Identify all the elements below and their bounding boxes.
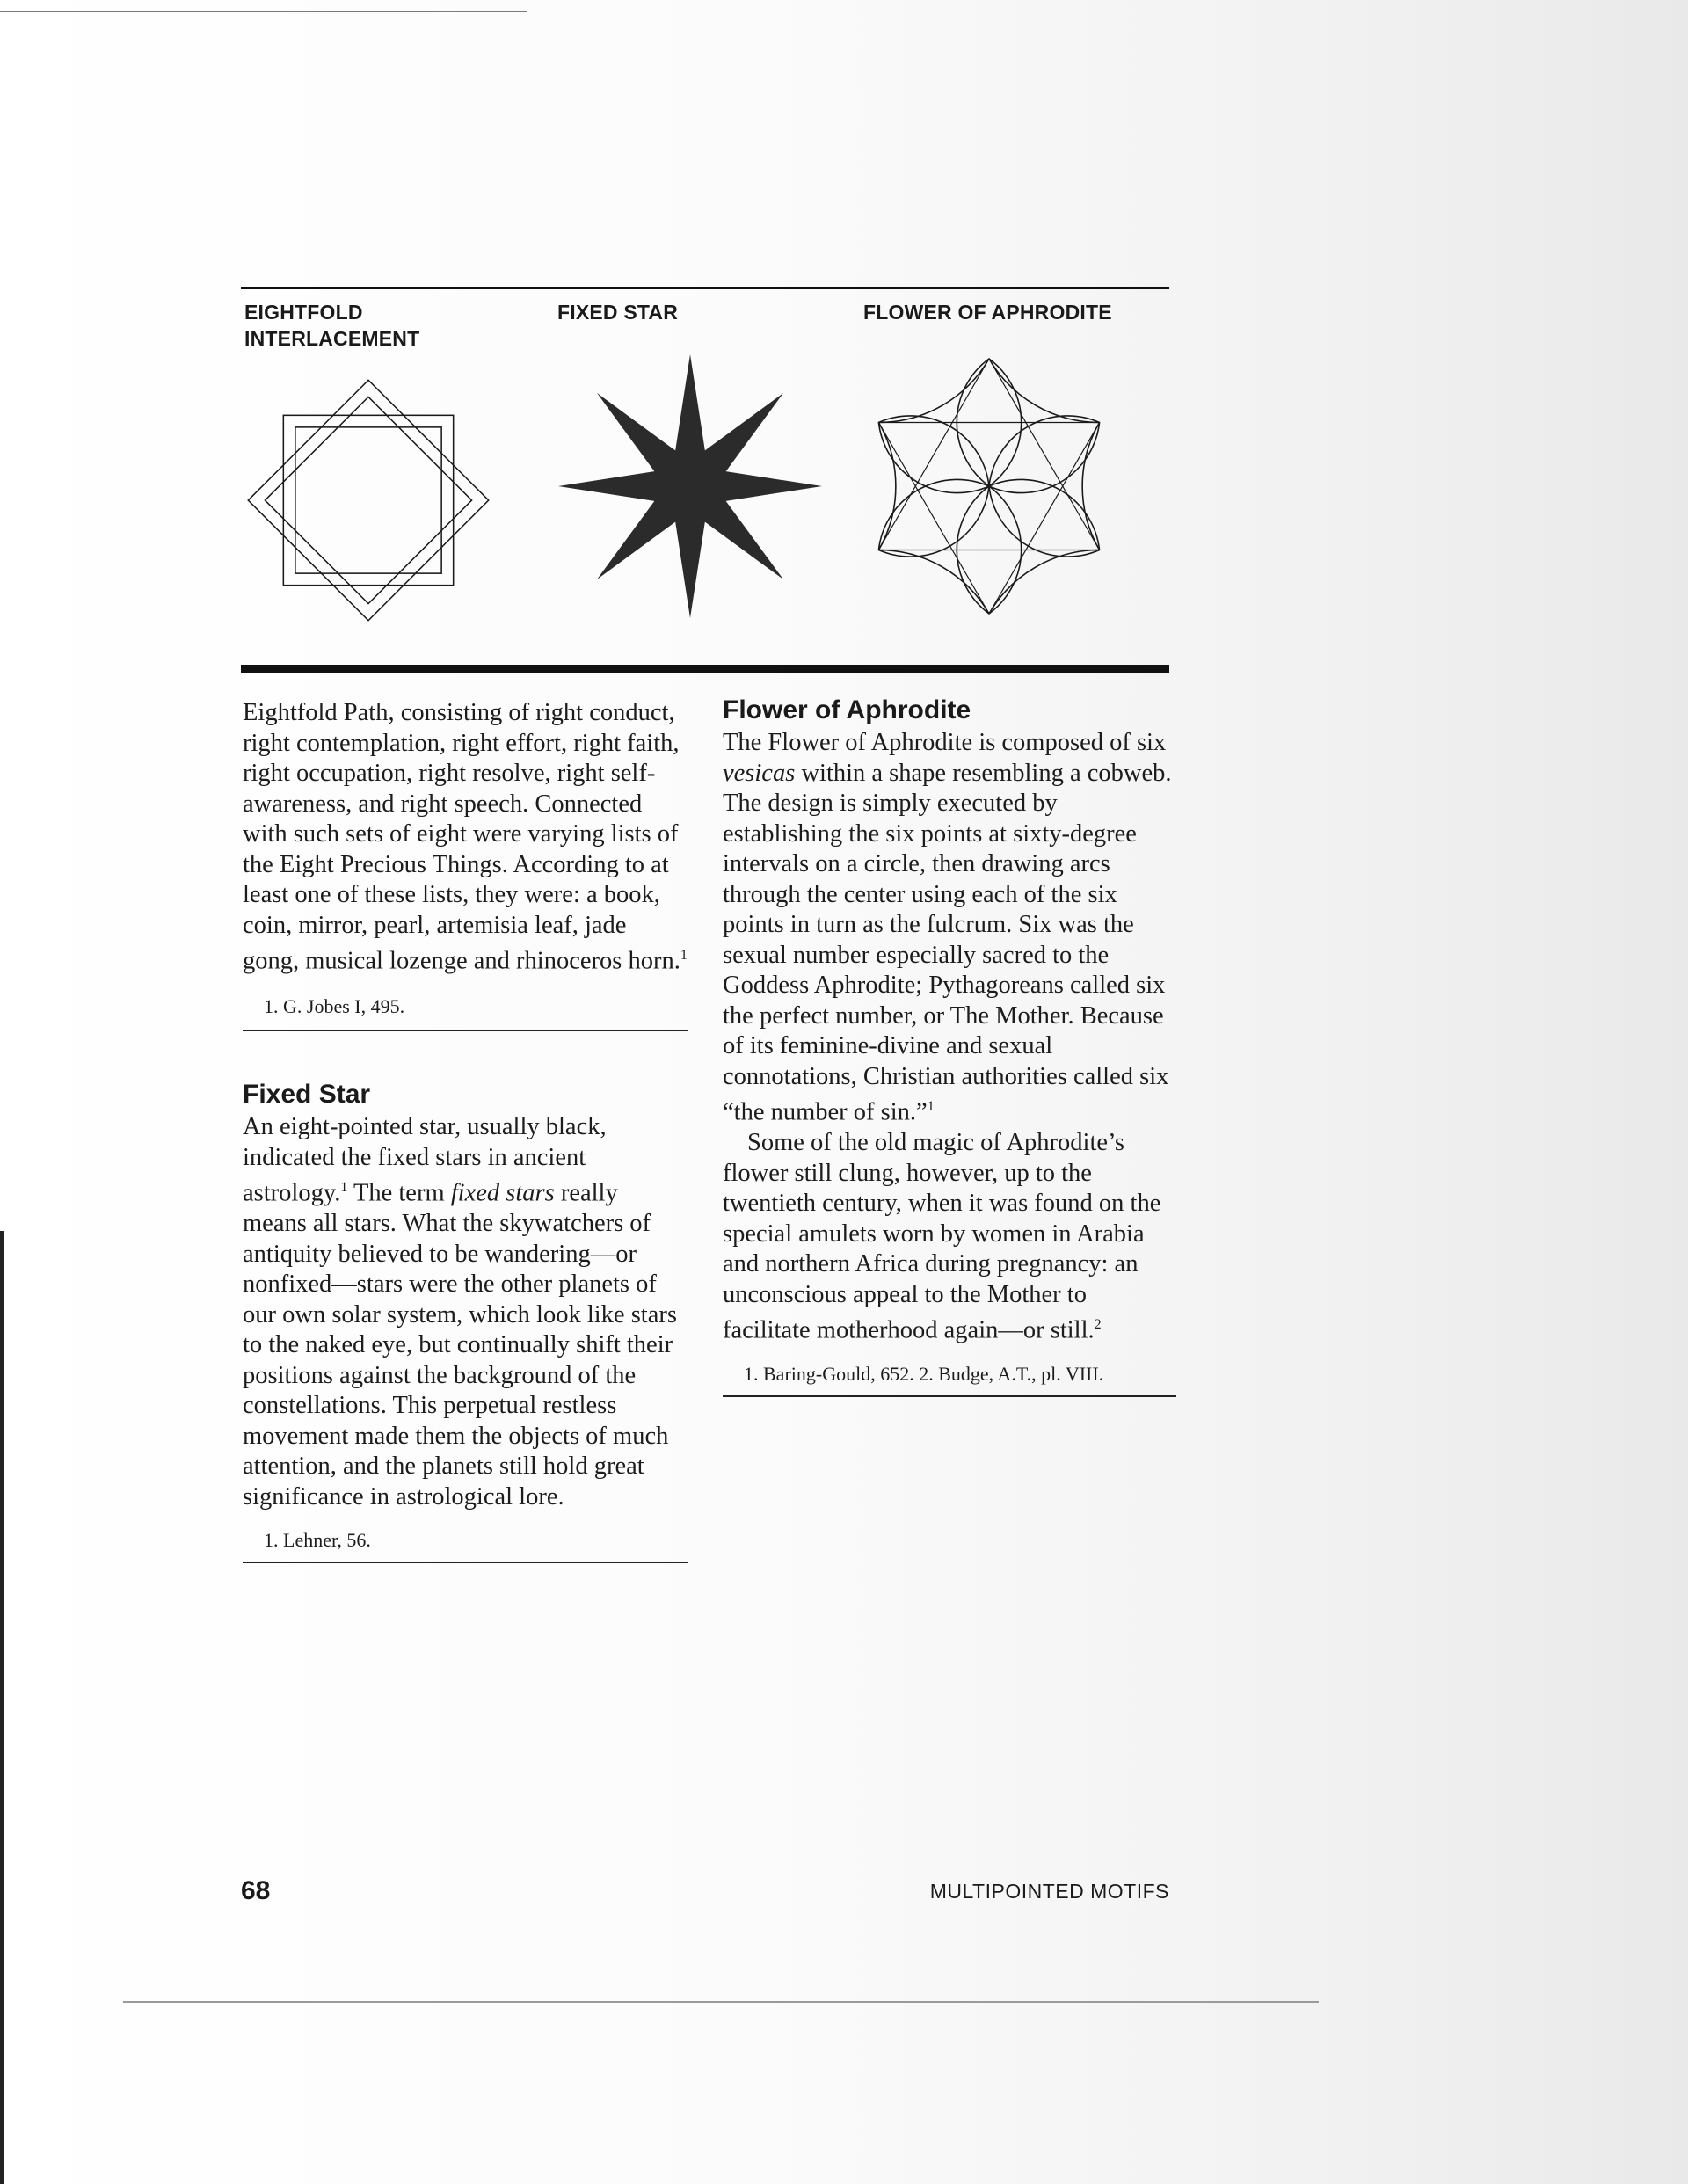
cobweb-arc (989, 359, 1100, 423)
footnote-baring-gould-budge: 1. Baring-Gould, 652. 2. Budge, A.T., pl. VIII. (744, 1363, 1104, 1385)
footnote-lehner: 1. Lehner, 56. (264, 1529, 371, 1551)
fixed-star-paragraph: An eight-pointed star, usually black, indicated the fixed stars in ancient astrology.$^1$ The term fixed stars really means all stars. What the skywatchers of antiquity believed to be wandering—or nonfixed—stars were the other planets of our own solar system, which look like stars to the naked eye, but continually shift their positions against the background of the constellations. This perpetual restless movement made them the objects of much attention, and the planets still hold great significance in astrological lore. (243, 1113, 677, 1511)
flower-paragraph-1: The Flower of Aphrodite is composed of six vesicas within a shape resembling a cobweb. The design is simply executed by establishing the six points at sixty-degree intervals on a circle, then drawing arcs through the center using each of the six points in turn as the fulcrum. Six was the sexual number especially sacred to the Goddess Aphrodite; Pythagoreans called six the perfect number, or The Mother. Because of its feminine-divine and sexual connotations, Christian authorities called six “the number of sin.”$^1$ (723, 729, 1172, 1126)
figure-label-interlacement: EIGHTFOLD INTERLACEMENT (244, 301, 420, 350)
continued-paragraph: Eightfold Path, consisting of right conduct, right contemplation, right effort, right faith, right occupation, right resolve, right self-awareness, and right speech. Connected with such sets of eight were varying lists of the Eight Precious Things. According to at least one of these lists, they were: a book, coin, mirror, pearl, artemisia leaf, jade gong, musical lozenge and rhinoceros horn.$^1$ (243, 699, 688, 975)
running-title: MULTIPOINTED MOTIFS (929, 1880, 1169, 1903)
figure-label-flower: FLOWER OF APHRODITE (863, 301, 1112, 324)
web-line (878, 359, 989, 550)
cobweb-arc (878, 359, 989, 423)
page-number: 68 (241, 1876, 271, 1905)
web-line (878, 423, 989, 615)
cobweb-arc (1082, 423, 1099, 550)
flower-heading: Flower of Aphrodite (723, 695, 971, 724)
fixed-star-heading: Fixed Star (243, 1080, 371, 1109)
figure-label-fixed-star: FIXED STAR (557, 301, 679, 324)
cobweb-arc (878, 550, 989, 615)
eightfold-interlacement-figure (241, 373, 496, 628)
flower-of-aphrodite-figure (853, 350, 1125, 622)
cobweb-arc (878, 423, 895, 550)
footnote-rule (243, 1562, 688, 1563)
right-column (723, 693, 1176, 1397)
footnote-rule (723, 1395, 1176, 1397)
cobweb-arc (989, 550, 1100, 615)
left-column (243, 698, 688, 1563)
flower-paragraph-2: Some of the old magic of Aphrodite’s flower still clung, however, up to the twentieth century, when it was found on the special amulets worn by women in Arabia and northern Africa during pregnancy: an unconscious appeal to the Mother to facilitate motherhood again—or still.$^2$ (723, 1129, 1161, 1344)
web-line (989, 423, 1100, 615)
figure-bottom-rule (241, 665, 1169, 673)
footnote-jobes: 1. G. Jobes I, 495. (264, 995, 405, 1017)
fixed-star-figure (554, 350, 826, 622)
figure-top-rule (241, 287, 1169, 289)
web-line (989, 359, 1100, 550)
